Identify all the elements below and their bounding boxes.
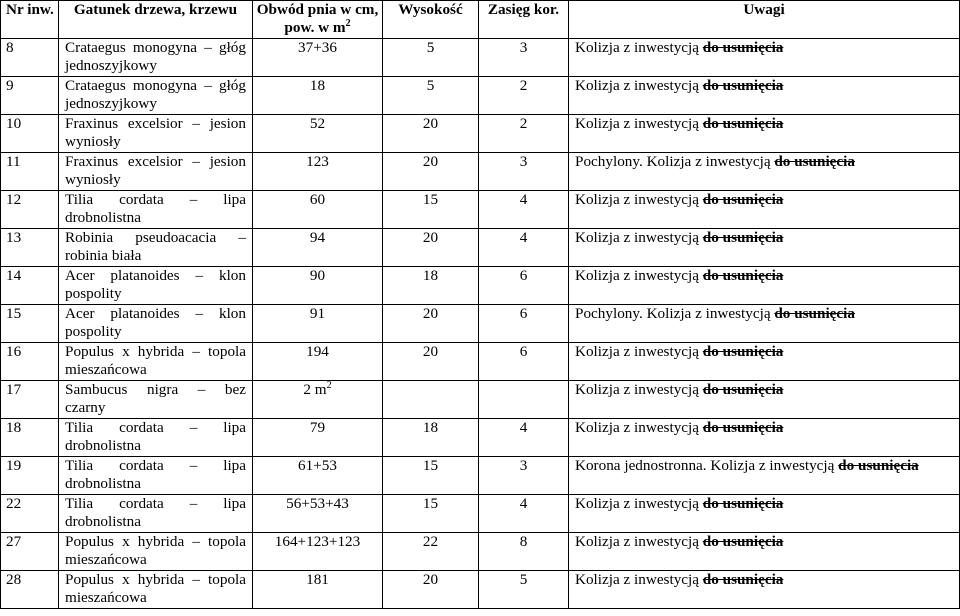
cell-height: 15 [383,457,479,495]
species-name-line1: Tilia cordata – lipa [65,191,246,208]
circumference-sup: 2 [326,380,332,391]
cell-species [59,229,253,267]
cell-nr: 19 [1,457,59,495]
species-name-line1: Populus x hybrida – topola [65,533,246,550]
cell-species [59,381,253,419]
notes-removal-flag: do usunięcia [774,305,855,322]
cell-notes [569,115,960,153]
cell-notes [569,229,960,267]
cell-crown: 5 [479,571,569,609]
header-circumference [253,1,383,39]
species-name-line2: mieszańcowa [65,589,147,607]
cell-notes [569,305,960,343]
table-row [1,39,960,77]
cell-notes [569,571,960,609]
table-row [1,191,960,229]
cell-notes [569,343,960,381]
table-row [1,419,960,457]
cell-notes [569,153,960,191]
circumference-value: 79 [309,419,326,436]
cell-nr: 16 [1,343,59,381]
header-row [1,1,960,39]
cell-height [383,381,479,419]
species-name-line1: Acer platanoides – klon [65,305,246,322]
cell-notes [569,533,960,571]
cell-nr: 28 [1,571,59,609]
notes-text: Korona jednostronna. Kolizja z inwestycją [575,457,835,474]
species-name-line1: Fraxinus excelsior – jesion [65,115,246,132]
table-row [1,495,960,533]
cell-circumference [253,419,383,457]
cell-height: 20 [383,229,479,267]
notes-removal-flag: do usunięcia [702,191,784,208]
notes-text: Kolizja z inwestycją [575,229,699,246]
notes-text: Kolizja z inwestycją [575,343,699,360]
cell-crown: 8 [479,533,569,571]
table-row [1,457,960,495]
species-name-line1: Tilia cordata – lipa [65,457,246,474]
cell-circumference [253,305,383,343]
cell-circumference [253,533,383,571]
species-name-line2: drobnolistna [65,209,141,227]
cell-circumference [253,343,383,381]
circumference-value: 60 [309,191,326,208]
notes-text: Kolizja z inwestycją [575,115,699,132]
notes-text: Kolizja z inwestycją [575,533,699,550]
cell-species [59,191,253,229]
notes-text: Kolizja z inwestycją [575,267,699,284]
header-notes: Uwagi [569,1,960,39]
circumference-value: 123 [306,153,329,170]
cell-nr: 8 [1,39,59,77]
cell-species [59,533,253,571]
notes-text: Kolizja z inwestycją [575,381,699,398]
cell-circumference [253,191,383,229]
species-name-line1: Crataegus monogyna – głóg [65,77,246,94]
species-name-line2: drobnolistna [65,513,141,531]
notes-text: Kolizja z inwestycją [575,77,699,94]
cell-crown [479,381,569,419]
species-name-line1: Populus x hybrida – topola [65,571,246,588]
header-crown: Zasięg kor. [479,1,569,39]
circumference-value: 2 m [303,381,327,398]
circumference-value: 90 [309,267,326,284]
cell-species [59,571,253,609]
cell-notes [569,39,960,77]
cell-crown: 4 [479,495,569,533]
table-row [1,229,960,267]
header-circumference-sup: 2 [345,18,351,30]
circumference-value: 37+36 [298,39,337,56]
cell-crown: 4 [479,419,569,457]
cell-nr: 11 [1,153,59,191]
table-row [1,533,960,571]
notes-removal-flag: do usunięcia [702,115,784,132]
notes-removal-flag: do usunięcia [702,39,784,56]
circumference-value: 52 [309,115,326,132]
notes-removal-flag: do usunięcia [702,419,784,436]
table-row [1,77,960,115]
species-name-line2: drobnolistna [65,437,141,455]
table-row [1,305,960,343]
cell-notes [569,419,960,457]
cell-species [59,153,253,191]
cell-circumference [253,39,383,77]
notes-text: Pochylony. Kolizja z inwestycją [575,305,771,322]
header-height: Wysokość [383,1,479,39]
notes-removal-flag: do usunięcia [702,77,784,94]
cell-height: 22 [383,533,479,571]
cell-height: 18 [383,419,479,457]
cell-height: 20 [383,115,479,153]
circumference-value: 94 [309,229,326,246]
table-row [1,343,960,381]
table-row [1,571,960,609]
cell-nr: 18 [1,419,59,457]
notes-text: Kolizja z inwestycją [575,571,699,588]
cell-circumference [253,381,383,419]
cell-nr: 9 [1,77,59,115]
cell-crown: 2 [479,115,569,153]
table-row [1,115,960,153]
cell-circumference [253,457,383,495]
cell-notes [569,381,960,419]
header-nr: Nr inw. [1,1,59,39]
notes-removal-flag: do usunięcia [702,495,784,512]
cell-height: 15 [383,191,479,229]
circumference-value: 18 [309,77,326,94]
cell-circumference [253,115,383,153]
cell-height: 5 [383,39,479,77]
header-circumference-text: Obwód pnia w cm, pow. w m [256,1,379,37]
cell-species [59,419,253,457]
cell-circumference [253,495,383,533]
notes-removal-flag: do usunięcia [838,457,919,474]
header-species: Gatunek drzewa, krzewu [59,1,253,39]
cell-circumference [253,153,383,191]
notes-removal-flag: do usunięcia [702,381,784,398]
species-name-line2: wyniosły [65,171,121,189]
circumference-value: 91 [309,305,326,322]
cell-species [59,77,253,115]
cell-species [59,305,253,343]
cell-height: 18 [383,267,479,305]
notes-text: Kolizja z inwestycją [575,39,699,56]
cell-height: 20 [383,343,479,381]
table-row [1,381,960,419]
cell-height: 20 [383,305,479,343]
cell-notes [569,77,960,115]
species-name-line2: robinia biała [65,247,142,265]
cell-nr: 15 [1,305,59,343]
notes-text: Pochylony. Kolizja z inwestycją [575,153,771,170]
cell-species [59,495,253,533]
cell-species [59,115,253,153]
circumference-value: 164+123+123 [274,533,361,550]
notes-text: Kolizja z inwestycją [575,419,699,436]
cell-height: 5 [383,77,479,115]
cell-circumference [253,267,383,305]
cell-nr: 10 [1,115,59,153]
species-name-line2: wyniosły [65,133,121,151]
cell-species [59,457,253,495]
notes-text: Kolizja z inwestycją [575,495,699,512]
circumference-value: 56+53+43 [286,495,349,512]
species-name-line2: pospolity [65,285,122,303]
notes-removal-flag: do usunięcia [702,267,784,284]
circumference-value: 194 [306,343,329,360]
notes-removal-flag: do usunięcia [702,571,784,588]
cell-crown: 6 [479,343,569,381]
circumference-value: 181 [306,571,329,588]
cell-species [59,39,253,77]
cell-species [59,343,253,381]
species-name-line1: Sambucus nigra – bez [65,381,246,398]
notes-text: Kolizja z inwestycją [575,191,699,208]
cell-crown: 4 [479,191,569,229]
circumference-value: 61+53 [298,457,337,474]
cell-crown: 3 [479,153,569,191]
notes-removal-flag: do usunięcia [774,153,855,170]
cell-nr: 13 [1,229,59,267]
cell-nr: 14 [1,267,59,305]
cell-circumference [253,571,383,609]
cell-notes [569,191,960,229]
species-name-line1: Populus x hybrida – topola [65,343,246,360]
cell-crown: 6 [479,267,569,305]
cell-notes [569,267,960,305]
notes-removal-flag: do usunięcia [702,343,784,360]
cell-species [59,267,253,305]
species-name-line1: Tilia cordata – lipa [65,419,246,436]
notes-removal-flag: do usunięcia [702,533,784,550]
cell-circumference [253,77,383,115]
cell-height: 20 [383,153,479,191]
species-name-line2: pospolity [65,323,122,341]
species-name-line2: jednoszyjkowy [65,57,157,75]
table-row [1,153,960,191]
cell-nr: 22 [1,495,59,533]
cell-notes [569,495,960,533]
cell-notes [569,457,960,495]
species-name-line1: Tilia cordata – lipa [65,495,246,512]
cell-crown: 6 [479,305,569,343]
species-name-line2: czarny [65,399,106,417]
cell-crown: 3 [479,457,569,495]
species-name-line2: mieszańcowa [65,551,147,569]
cell-nr: 17 [1,381,59,419]
cell-nr: 12 [1,191,59,229]
species-name-line1: Robinia pseudoacacia – [65,229,246,246]
species-name-line1: Acer platanoides – klon [65,267,246,284]
notes-removal-flag: do usunięcia [702,229,784,246]
species-name-line2: drobnolistna [65,475,141,493]
species-name-line1: Crataegus monogyna – głóg [65,39,246,56]
cell-crown: 4 [479,229,569,267]
table-row [1,267,960,305]
cell-height: 15 [383,495,479,533]
cell-circumference [253,229,383,267]
species-name-line2: jednoszyjkowy [65,95,157,113]
species-name-line1: Fraxinus excelsior – jesion [65,153,246,170]
cell-height: 20 [383,571,479,609]
cell-crown: 2 [479,77,569,115]
cell-nr: 27 [1,533,59,571]
cell-crown: 3 [479,39,569,77]
species-name-line2: mieszańcowa [65,361,147,379]
